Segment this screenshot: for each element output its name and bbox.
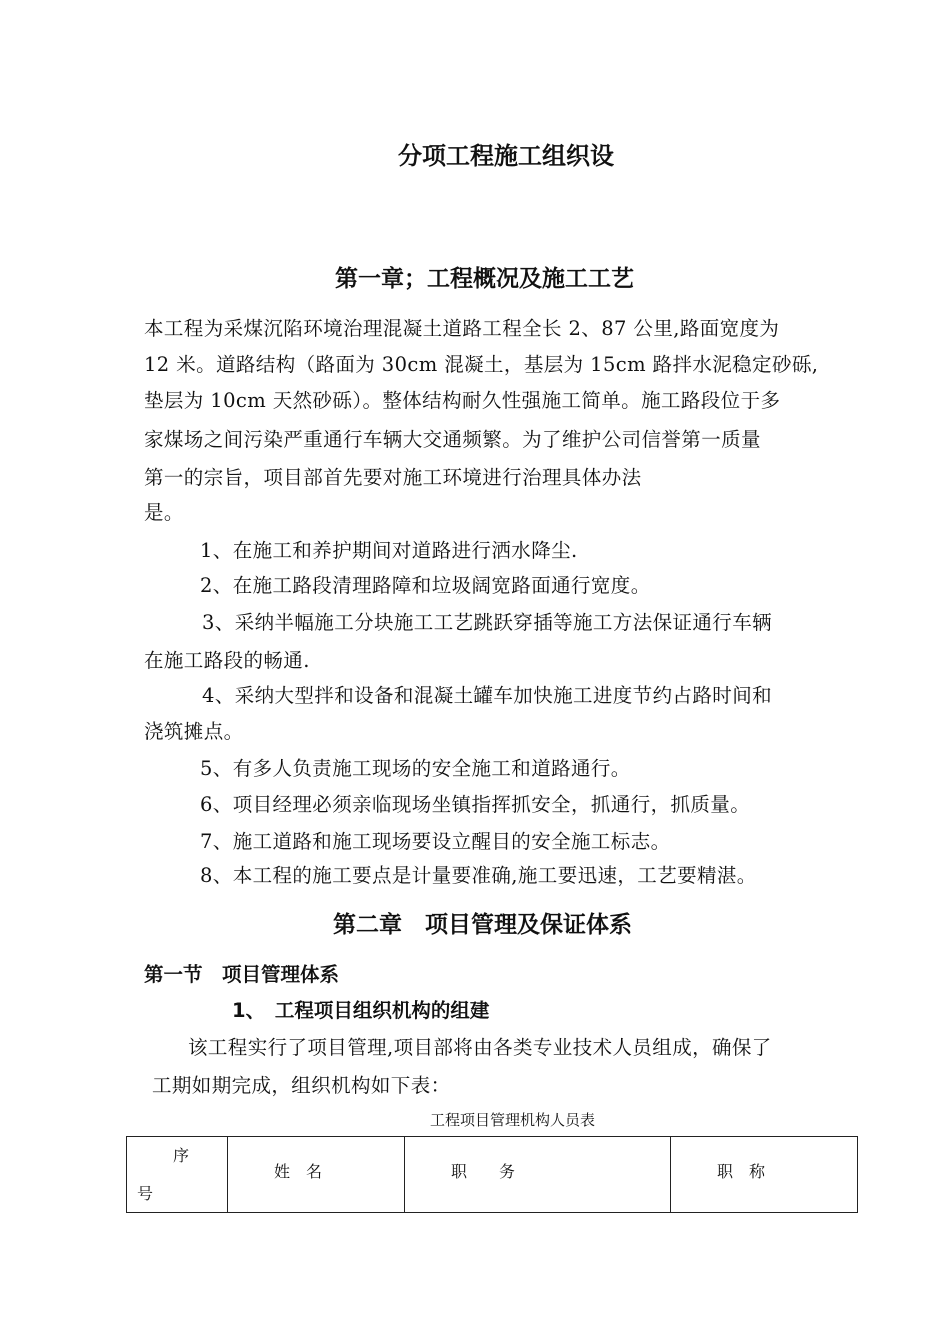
chapter1-heading: 第一章；工程概况及施工工艺 (335, 266, 634, 292)
list-item: 8、本工程的施工要点是计量要准确,施工要迅速，工艺要精湛。 (200, 864, 757, 887)
table-header-row (127, 1137, 858, 1213)
intro-line: 本工程为采煤沉陷环境治理混凝土道路工程全长 2、87 公里,路面宽度为 (144, 317, 780, 340)
list-item: 6、项目经理必须亲临现场坐镇指挥抓安全，抓通行，抓质量。 (200, 793, 751, 816)
list-item: 4、采纳大型拌和设备和混凝土罐车加快施工进度节约占路时间和 (202, 684, 773, 707)
document-title: 分项工程施工组织设 (398, 142, 614, 170)
header-seq (127, 1137, 228, 1213)
header-position-label: 职 务 (451, 1162, 516, 1181)
list-item-continuation: 在施工路段的畅通. (144, 649, 310, 672)
header-position (405, 1137, 671, 1213)
list-item: 5、有多人负责施工现场的安全施工和道路通行。 (200, 757, 631, 780)
intro-line: 是。 (144, 501, 184, 524)
header-seq-top: 序 (173, 1146, 190, 1165)
list-item: 2、在施工路段清理路障和垃圾阔宽路面通行宽度。 (200, 574, 651, 597)
header-seq-bottom: 号 (137, 1184, 154, 1203)
paragraph-line: 工期如期完成，组织机构如下表： (152, 1074, 451, 1097)
table-caption: 工程项目管理机构人员表 (430, 1111, 596, 1129)
intro-line: 垫层为 10cm 天然砂砾）。整体结构耐久性强施工简单。施工路段位于多 (144, 389, 781, 412)
intro-line: 家煤场之间污染严重通行车辆大交通频繁。为了维护公司信誉第一质量 (144, 428, 761, 451)
staff-table (126, 1136, 858, 1213)
list-item: 1、在施工和养护期间对道路进行洒水降尘. (200, 539, 578, 562)
header-title-label: 职 称 (717, 1162, 766, 1181)
section-heading: 第一节 项目管理体系 (144, 963, 340, 986)
list-item: 3、采纳半幅施工分块施工工艺跳跃穿插等施工方法保证通行车辆 (202, 611, 773, 634)
list-item-continuation: 浇筑摊点。 (144, 720, 244, 743)
intro-line: 12 米。道路结构（路面为 30cm 混凝土，基层为 15cm 路拌水泥稳定砂砾, (144, 353, 819, 376)
header-title (671, 1137, 858, 1213)
header-name-label: 姓 名 (274, 1162, 323, 1181)
list-item: 7、施工道路和施工现场要设立醒目的安全施工标志。 (200, 830, 671, 853)
chapter2-heading: 第二章 项目管理及保证体系 (333, 912, 632, 938)
intro-line: 第一的宗旨，项目部首先要对施工环境进行治理具体办法 (144, 466, 642, 489)
paragraph-line: 该工程实行了项目管理,项目部将由各类专业技术人员组成，确保了 (188, 1036, 772, 1059)
header-name (228, 1137, 405, 1213)
subsection-heading: 1、 工程项目组织机构的组建 (232, 999, 490, 1022)
